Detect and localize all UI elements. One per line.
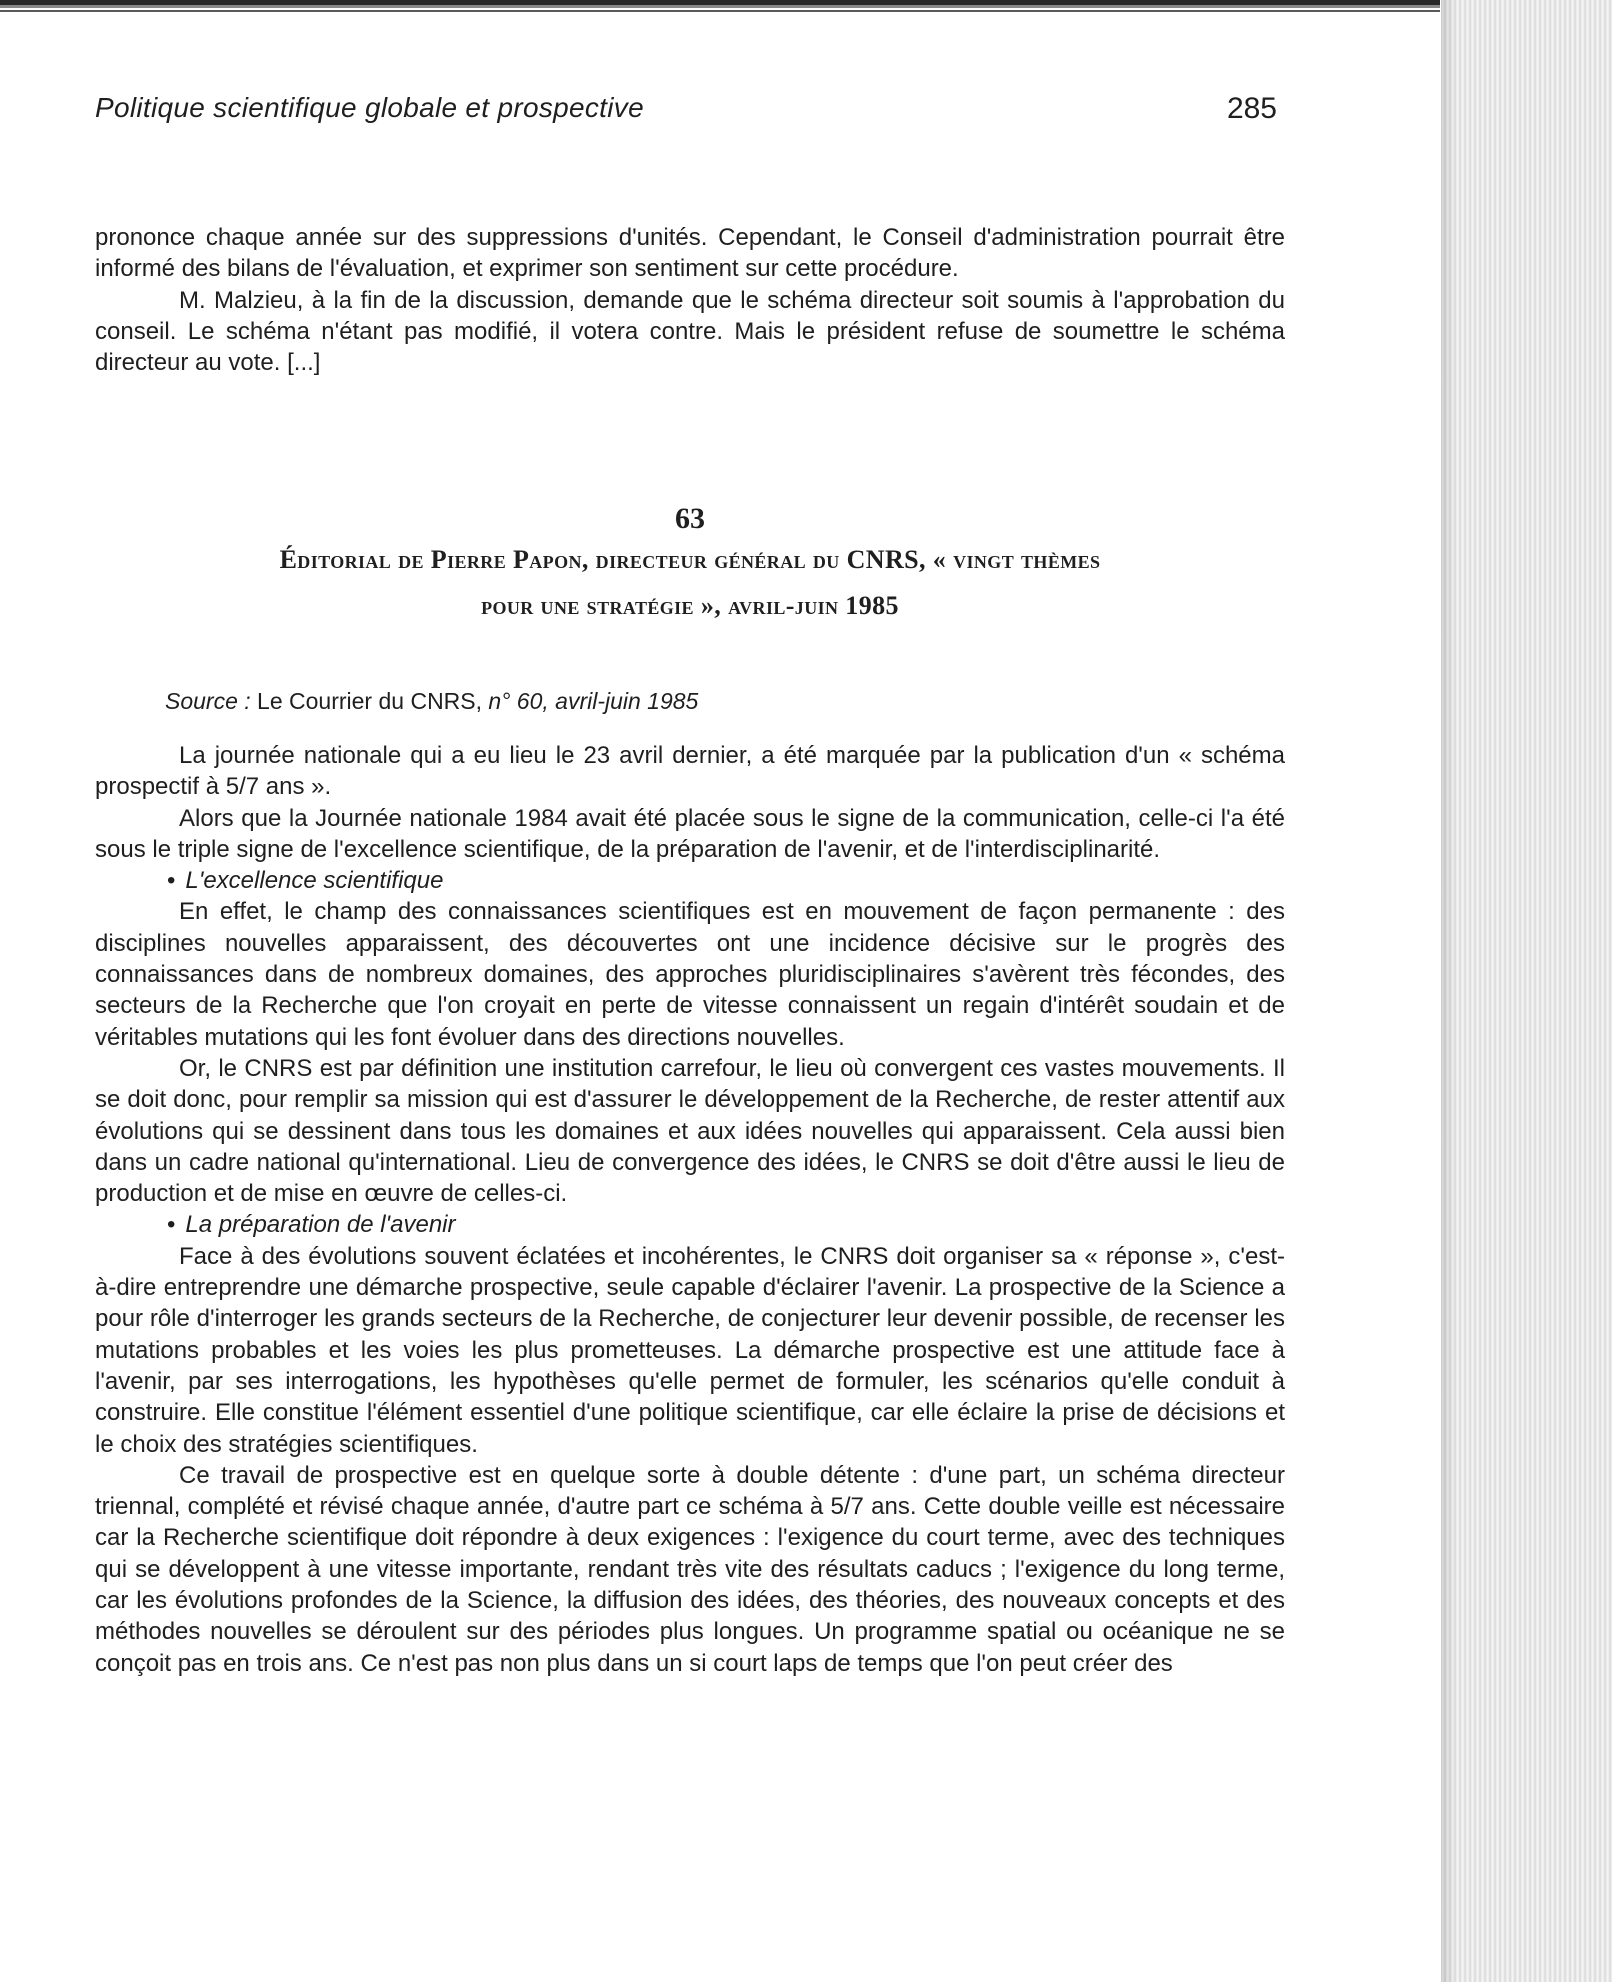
section-heading <box>95 1209 1285 1240</box>
paragraph: Ce travail de prospective est en quelque sorte à double détente : d'une part, un schéma directeur triennal, complété et révisé chaque année, d'autre part ce schéma à 5/7 ans. Cette double veille est nécessaire car la Recherche scientifique doit répondre à deux exigences : l'exigence du court terme, avec des techniques qui se développent à une vitesse importante, rendant très vite des résultats caducs ; l'exigence du long terme, car les évolutions profondes de la Science, la diffusion des idées, des théories, des nouveaux concepts et des méthodes nouvelles se déroulent sur des périodes plus longues. Un programme spatial ou océanique ne se conçoit pas en trois ans. Ce n'est pas non plus dans un si court laps de temps que l'on peut créer des <box>95 1461 1285 1677</box>
document-number: 63 <box>675 502 705 535</box>
source-issue: n° 60, avril-juin 1985 <box>488 688 699 714</box>
paragraph: La journée nationale qui a eu lieu le 23 avril dernier, a été marquée par la publication d'un « schéma prospectif à 5/7 ans ». <box>95 742 1285 801</box>
source-publication: Le Courrier du CNRS, <box>257 688 483 714</box>
paragraph: M. Malzieu, à la fin de la discussion, demande que le schéma directeur soit soumis à l'approbation du conseil. Le schéma n'étant pas modifié, il votera contre. Mais le président refuse de soumettre le schéma directeur au vote. [...] <box>95 286 1285 377</box>
document-title-line: Éditorial de Pierre Papon, directeur général du CNRS, « vingt thèmes <box>279 545 1101 574</box>
section-heading <box>95 865 1285 896</box>
paragraph: Alors que la Journée nationale 1984 avait été placée sous le signe de la communication, celle-ci l'a été sous le triple signe de l'excellence scientifique, de la préparation de l'avenir, et de l'interdisciplinarité. <box>95 804 1285 863</box>
book-page-edges <box>1441 0 1612 1982</box>
section-heading-text: La préparation de l'avenir <box>185 1211 456 1239</box>
top-border-rule <box>0 0 1440 16</box>
paragraph: Face à des évolutions souvent éclatées et incohérentes, le CNRS doit organiser sa « réponse », c'est-à-dire entreprendre une démarche prospective, seule capable d'éclairer l'avenir. La prospective de la Science a pour rôle d'interroger les grands secteurs de la Recherche, de conjecturer leur devenir possible, de recenser les mutations probables et les voies les plus prometteuses. La démarche prospective est une attitude face à l'avenir, par ses interrogations, les hypothèses qu'elle permet de formuler, les scénarios qu'elle conduit à construire. Elle constitue l'élément essentiel d'une politique scientifique, car elle éclaire la prise de décisions et le choix des stratégies scientifiques. <box>95 1242 1285 1458</box>
running-header <box>95 92 1285 142</box>
bullet-icon: • <box>167 867 176 895</box>
document-title-line: pour une stratégie », avril-juin 1985 <box>481 591 899 620</box>
paragraph: prononce chaque année sur des suppressions d'unités. Cependant, le Conseil d'administration pourrait être informé des bilans de l'évaluation, et exprimer son sentiment sur cette procédure. <box>95 224 1285 283</box>
source-label: Source : <box>165 688 251 714</box>
bullet-icon: • <box>167 1211 176 1239</box>
preceding-text <box>95 222 1285 378</box>
paragraph: En effet, le champ des connaissances scientifiques est en mouvement de façon permanente : des disciplines nouvelles apparaissent, des découvertes ont une incidence décisive sur le progrès des connaissances dans de nombreux domaines, des approches pluridisciplinaires s'avèrent très fécondes, des secteurs de la Recherche que l'on croyait en perte de vitesse connaissent un regain d'intérêt soudain et de véritables mutations qui les font évoluer dans des directions nouvelles. <box>95 898 1285 1051</box>
article-body <box>95 740 1285 1679</box>
paragraph: Or, le CNRS est par définition une institution carrefour, le lieu où convergent ces vastes mouvements. Il se doit donc, pour remplir sa mission qui est d'assurer le développement de la Recherche, de rester attentif aux évolutions qui se dessinent dans tous les domaines et aux idées nouvelles qui apparaissent. Cela aussi bien dans un cadre national qu'international. Lieu de convergence des idées, le CNRS se doit d'être aussi le lieu de production et de mise en œuvre de celles-ci. <box>95 1054 1285 1208</box>
document-title <box>95 537 1285 629</box>
running-title: Politique scientifique globale et prospective <box>95 92 644 123</box>
page-number: 285 <box>1226 92 1277 125</box>
source-line <box>165 686 1265 716</box>
section-heading-text: L'excellence scientifique <box>185 867 444 895</box>
